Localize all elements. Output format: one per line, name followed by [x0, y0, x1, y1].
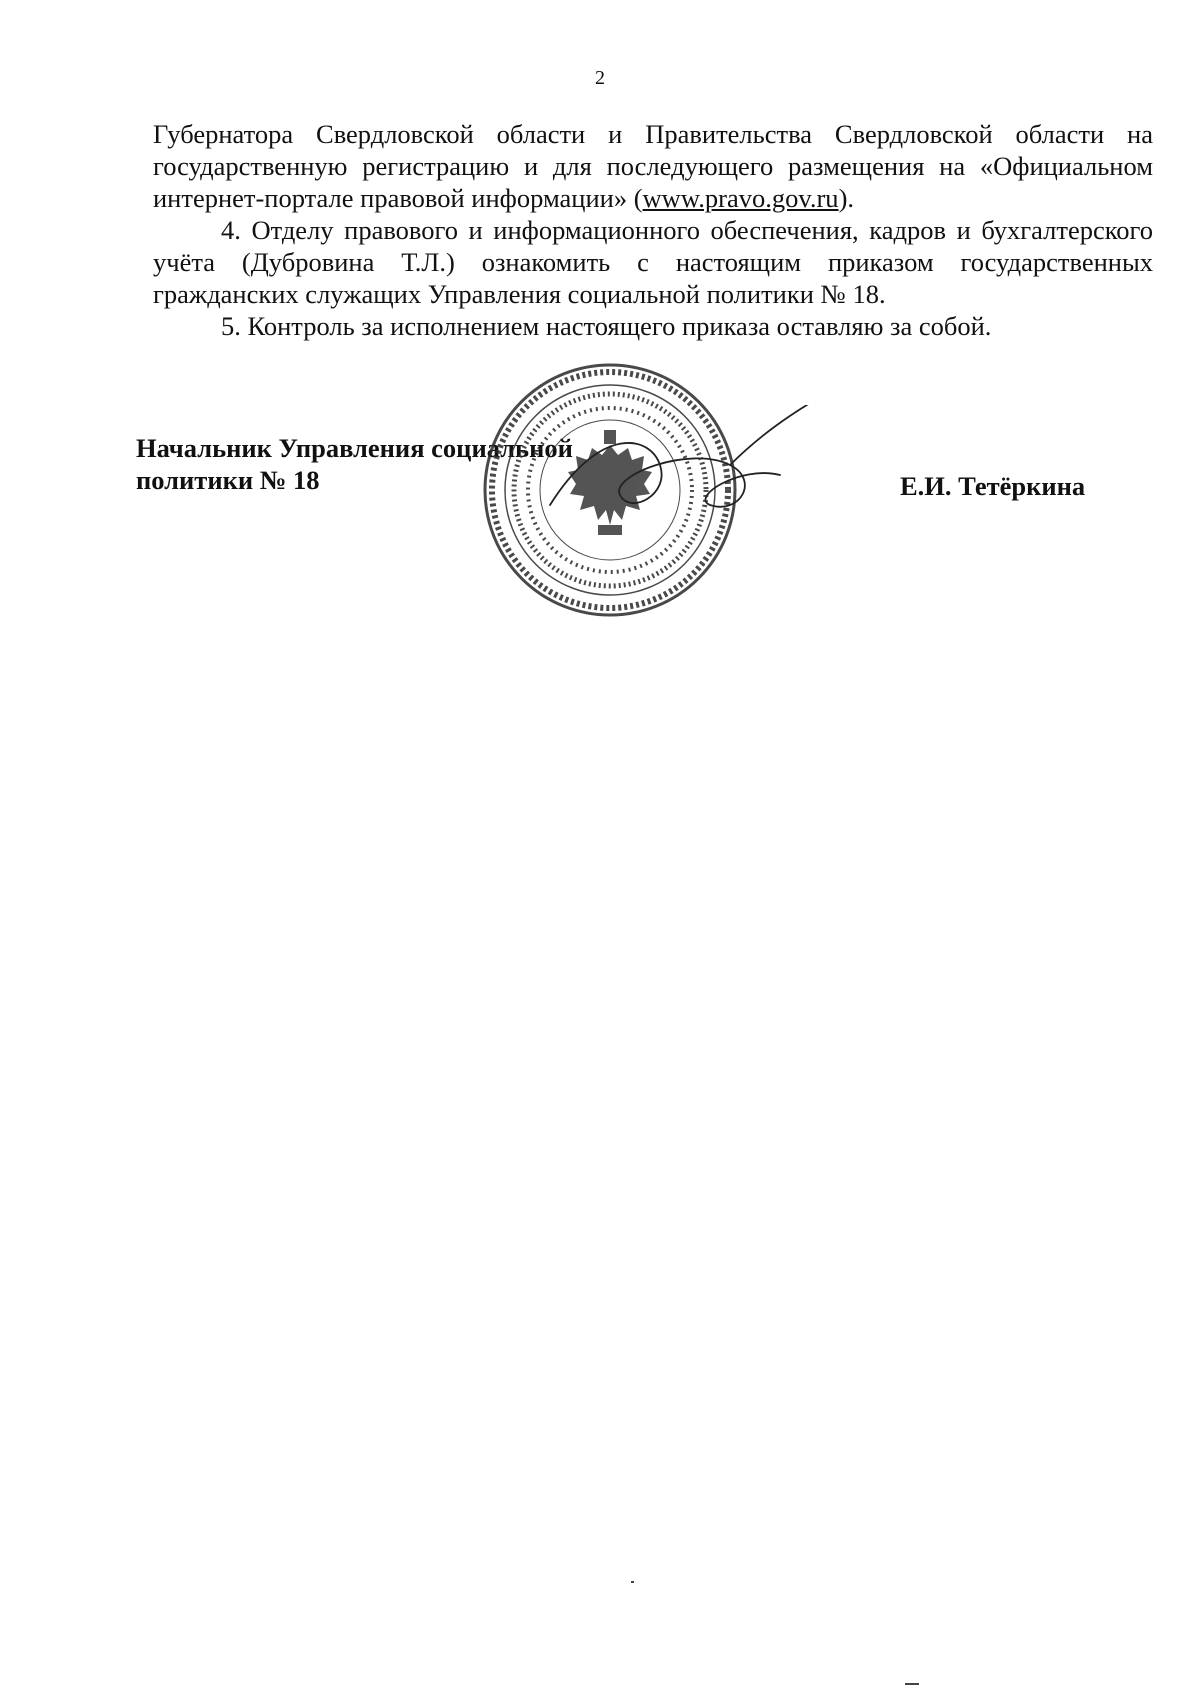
- document-body: [153, 118, 1153, 342]
- paragraph-continuation: [153, 118, 1153, 214]
- scan-speck: [631, 1581, 634, 1583]
- paragraph-item-5: 5. Контроль за исполнением настоящего приказа оставляю за собой.: [221, 311, 992, 341]
- paragraph-item-4: 4. Отделу правового и информационного обеспечения, кадров и бухгалтерского учёта (Дубровина Т.Л.) ознакомить с настоящим приказом государственных гражданских служащих Управления социальной политики № 18.: [153, 215, 1153, 309]
- signatory-position-line1: Начальник Управления социальной: [136, 433, 573, 463]
- paragraph-text-end: ).: [838, 183, 855, 213]
- paragraph-text: Губернатора Свердловской области и Правительства Свердловской области на государственную регистрацию и для последующего размещения на «Официальном интернет-портале правовой информации» (: [153, 119, 1153, 213]
- signature-stroke: [550, 405, 815, 507]
- page-number: 2: [595, 67, 605, 89]
- scan-speck: [905, 1683, 919, 1685]
- signatory-position-line2: политики № 18: [136, 465, 320, 495]
- signatory-name: Е.И. Тетёркина: [900, 471, 1086, 501]
- portal-link[interactable]: www.pravo.gov.ru: [642, 183, 839, 213]
- handwritten-signature-icon: [540, 405, 840, 545]
